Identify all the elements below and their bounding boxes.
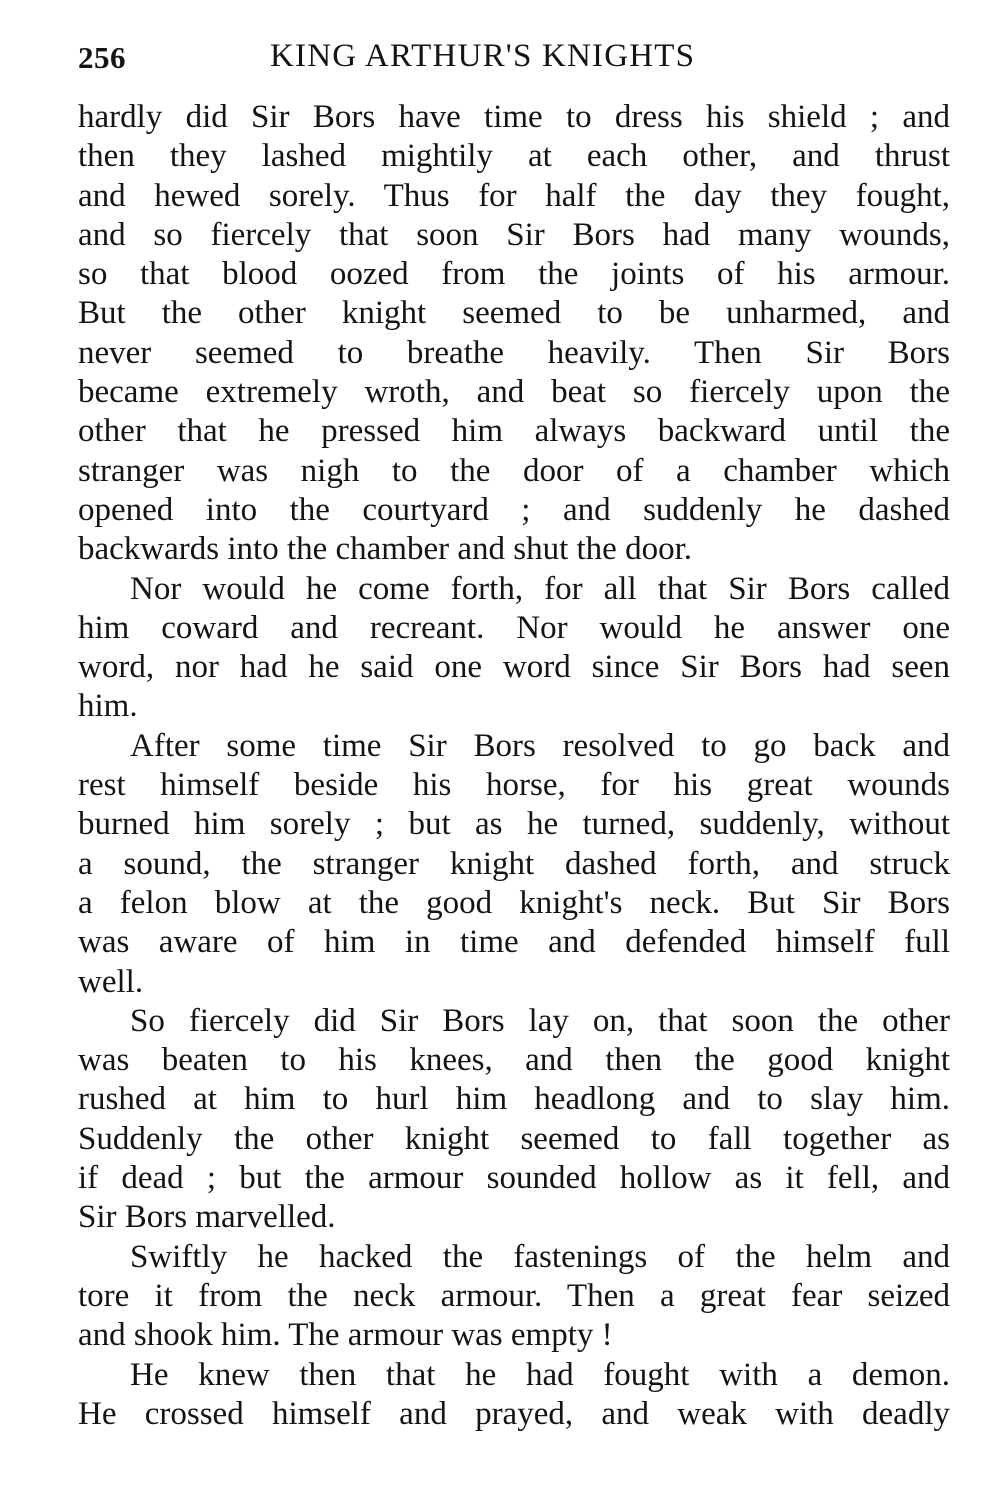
text-line: him coward and recreant. Nor would he answer one: [78, 609, 950, 646]
text-line: and shook him. The armour was empty !: [78, 1317, 613, 1354]
page-number: 256: [78, 40, 126, 75]
text-line: him.: [78, 688, 138, 725]
text-line: if dead ; but the armour sounded hollow as it fell, and: [78, 1160, 950, 1197]
text-line: stranger was nigh to the door of a chamber which: [78, 452, 950, 489]
text-line: opened into the courtyard ; and suddenly he dashed: [78, 491, 950, 528]
text-line: never seemed to breathe heavily. Then Sir Bors: [78, 334, 950, 371]
body-text: [78, 98, 950, 1434]
running-title: KING ARTHUR'S KNIGHTS: [270, 38, 696, 74]
text-line: Sir Bors marvelled.: [78, 1199, 336, 1236]
text-line: well.: [78, 963, 144, 1000]
text-line: Suddenly the other knight seemed to fall together as: [78, 1120, 950, 1157]
text-line: After some time Sir Bors resolved to go back and: [130, 727, 950, 764]
text-line: So fiercely did Sir Bors lay on, that soon the other: [130, 1002, 950, 1039]
text-line: hardly did Sir Bors have time to dress his shield ; and: [78, 99, 950, 135]
text-line: was aware of him in time and defended himself full: [78, 924, 950, 961]
text-line: other that he pressed him always backward until the: [78, 413, 950, 450]
text-line: so that blood oozed from the joints of his armour.: [78, 256, 950, 293]
text-line: rest himself beside his horse, for his great wounds: [78, 767, 950, 804]
text-line: was beaten to his knees, and then the good knight: [78, 1042, 950, 1079]
text-line: He crossed himself and prayed, and weak with deadly: [78, 1395, 950, 1432]
text-line: rushed at him to hurl him headlong and to slay him.: [78, 1081, 950, 1118]
text-line: a sound, the stranger knight dashed forth, and struck: [78, 845, 950, 882]
text-line: word, nor had he said one word since Sir Bors had seen: [78, 649, 950, 686]
text-line: and hewed sorely. Thus for half the day they fought,: [78, 177, 950, 214]
text-line: backwards into the chamber and shut the door.: [78, 531, 692, 568]
text-line: tore it from the neck armour. Then a great fear seized: [78, 1277, 950, 1314]
text-line: then they lashed mightily at each other, and thrust: [78, 138, 950, 175]
text-line: burned him sorely ; but as he turned, suddenly, without: [78, 806, 950, 843]
text-line: But the other knight seemed to be unharmed, and: [78, 295, 950, 332]
running-head: [78, 34, 950, 82]
text-line: became extremely wroth, and beat so fiercely upon the: [78, 374, 950, 411]
text-line: and so fiercely that soon Sir Bors had many wounds,: [78, 216, 950, 253]
text-line: Nor would he come forth, for all that Sir Bors called: [130, 570, 950, 607]
text-line: He knew then that he had fought with a demon.: [130, 1356, 950, 1393]
text-line: a felon blow at the good knight's neck. But Sir Bors: [78, 884, 950, 921]
text-line: Swiftly he hacked the fastenings of the helm and: [130, 1238, 950, 1275]
